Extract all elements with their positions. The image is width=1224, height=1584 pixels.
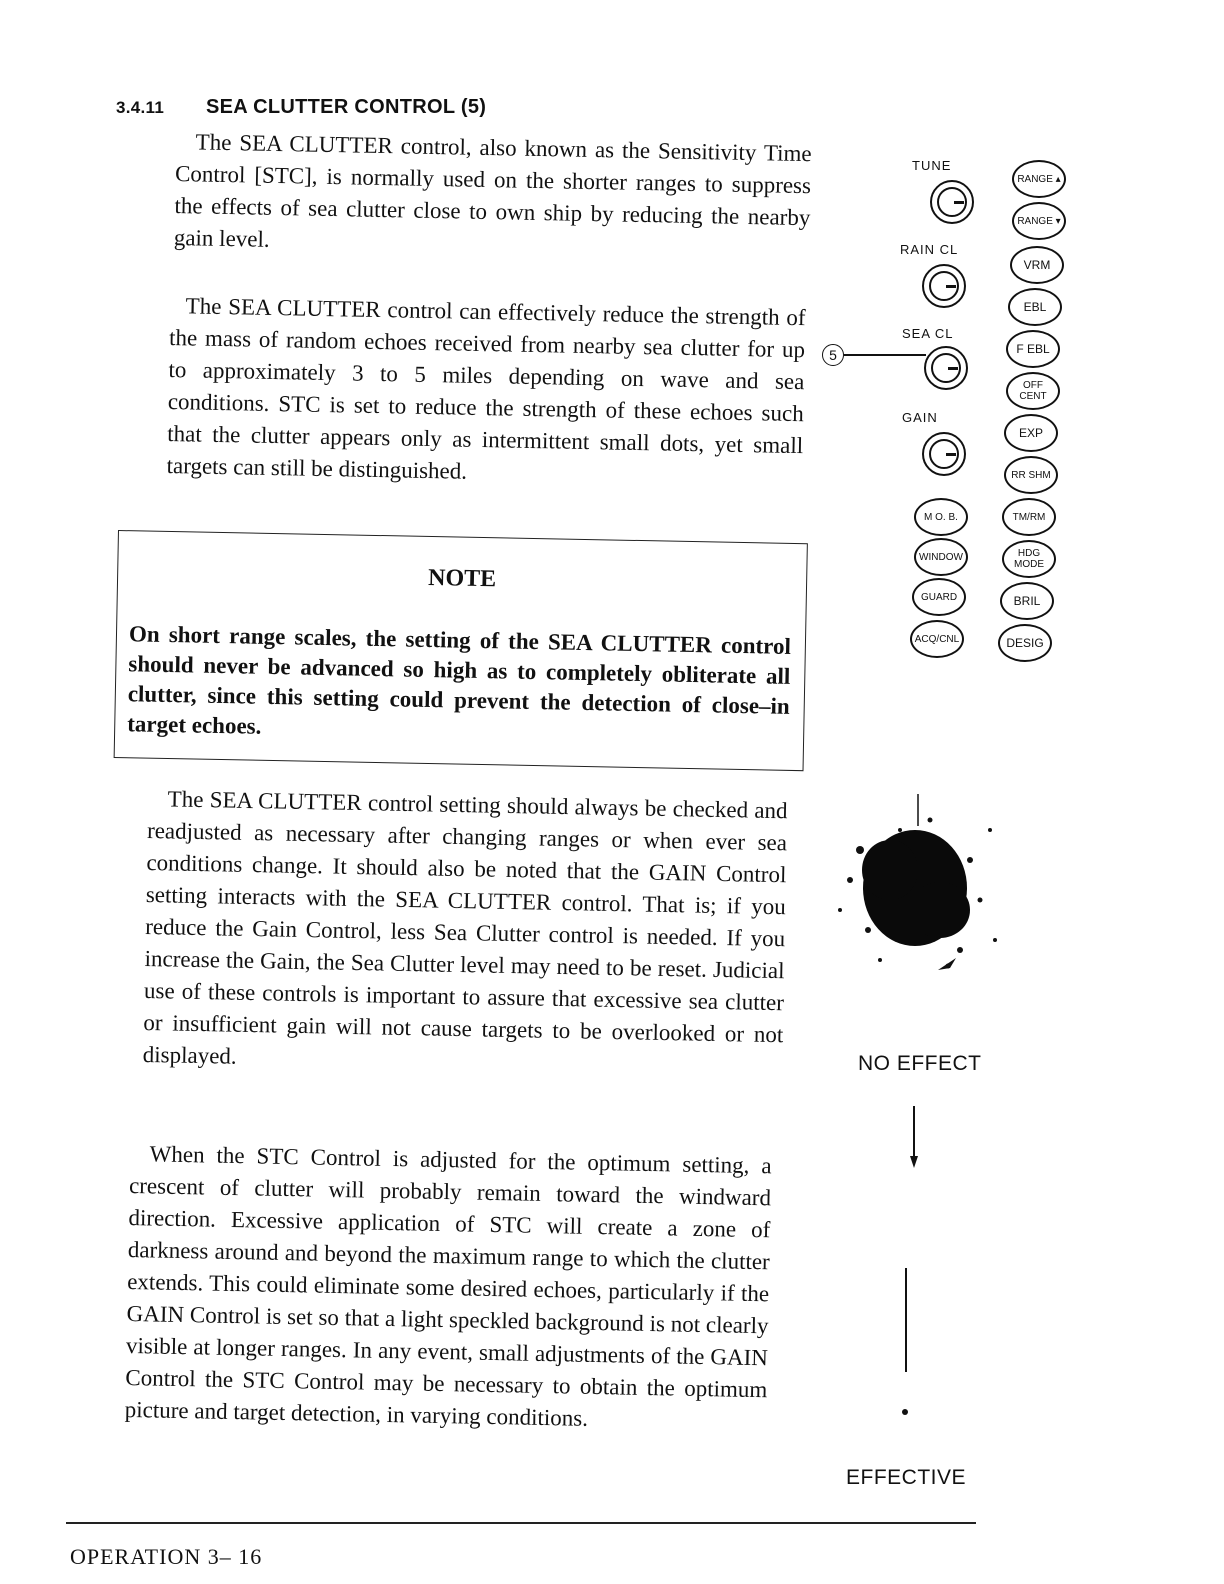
range-down-button: RANGE ▾ (1012, 202, 1066, 240)
section-heading (116, 96, 486, 119)
paragraph-adjust: The SEA CLUTTER control setting should always be checked and readjusted as necessary after changing ranges or when ever sea conditions change. It should also be noted that the GAIN Control setting interacts with the SEA CLUTTER control. That is; if you reduce the Gain Control, less Sea Clutter control is needed. If you increase the Gain, the Sea Clutter level may need to be reset. Judicial use of these controls is important to assure that excessive sea clutter or insufficient gain will not cause targets to be overlooked or not displayed. (142, 786, 788, 1069)
note-box (114, 530, 808, 771)
gain-knob-icon (922, 432, 966, 476)
rain-clutter-label: RAIN CL (900, 242, 959, 257)
note-text: On short range scales, the setting of the SEA CLUTTER control should never be advanced so high as to completely obliterate all clutter, since this setting could prevent the detection of close–in target echoes. (127, 621, 792, 739)
effective-caption: EFFECTIVE (846, 1466, 967, 1489)
f-ebl-button: F EBL (1006, 330, 1060, 368)
tune-knob-icon (930, 180, 974, 224)
hdg-mode-button: HDG MODE (1002, 540, 1056, 578)
rr-shm-button: RR SHM (1004, 456, 1058, 494)
desig-button: DESIG (998, 624, 1052, 662)
range-up-button: RANGE ▴ (1012, 160, 1066, 198)
mob-button: M O. B. (914, 498, 968, 536)
sea-clutter-label: SEA CL (902, 326, 954, 341)
tm-rm-button: TM/RM (1002, 498, 1056, 536)
note-title: NOTE (427, 564, 497, 593)
rain-clutter-knob-icon (922, 264, 966, 308)
callout-line (844, 354, 926, 356)
sea-clutter-knob-icon (924, 346, 968, 390)
acq-cnl-button: ACQ/CNL (910, 620, 964, 658)
window-button: WINDOW (914, 538, 968, 576)
off-cent-button: OFF CENT (1006, 372, 1060, 410)
paragraph-optimum: When the STC Control is adjusted for the optimum setting, a crescent of clutter will probably remain toward the windward direction. Excessive application of STC will create a zone of darkness around and beyond the maximum range to which the clutter extends. This could eliminate some desired echoes, particularly if the GAIN Control is set so that a light speckled background is not clearly visible at longer ranges. In any event, small adjustments of the GAIN Control the STC Control may be necessary to obtain the optimum picture and target detection, in varying conditions. (124, 1141, 772, 1431)
effect-arrow-icon (900, 1100, 930, 1430)
vrm-button: VRM (1010, 246, 1064, 284)
sea-clutter-echo-illustration (820, 790, 1010, 990)
paragraph-strength: The SEA CLUTTER control can effectively reduce the strength of the mass of random echoes received from nearby sea clutter for up to approximately 3 to 5 miles depending on wave and sea conditions. STC is set to reduce the strength of these echoes such that the clutter appears only as intermittent small dots, yet small targets can still be distinguished. (166, 293, 806, 484)
paragraph-intro: The SEA CLUTTER control, also known as the Sensitivity Time Control [STC], is normally used on the shorter ranges to suppress the effects of sea clutter close to own ship by reducing the nearby gain level. (173, 129, 812, 252)
guard-button: GUARD (912, 578, 966, 616)
bril-button: BRIL (1000, 582, 1054, 620)
tune-label: TUNE (912, 158, 952, 173)
gain-label: GAIN (902, 410, 938, 425)
ebl-button: EBL (1008, 288, 1062, 326)
section-number: 3.4.11 (116, 98, 165, 117)
footer-rule (66, 1522, 976, 1524)
page-footer: OPERATION 3– 16 (70, 1544, 263, 1569)
exp-button: EXP (1004, 414, 1058, 452)
no-effect-caption: NO EFFECT (858, 1052, 982, 1075)
callout-marker: 5 (822, 344, 844, 366)
section-title: SEA CLUTTER CONTROL (5) (206, 96, 487, 118)
